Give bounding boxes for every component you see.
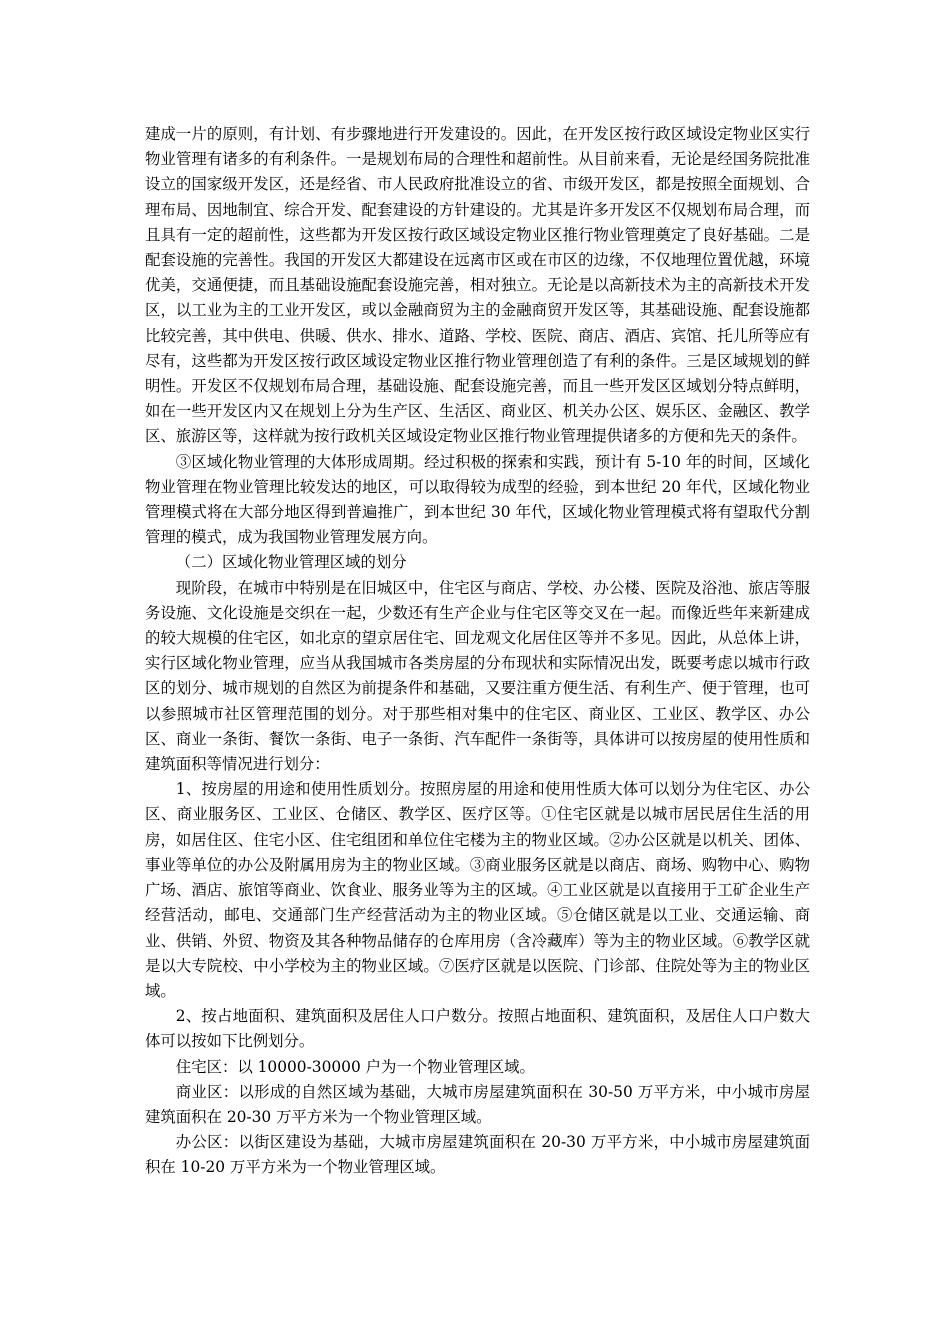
- paragraph-office: 办公区：以街区建设为基础，大城市房屋建筑面积在 20-30 万平方米，中小城市房屋建筑面积在 10-20 万平方米为一个物业管理区域。: [145, 1133, 810, 1177]
- paragraph-residential: 住宅区：以 10000-30000 户为一个物业管理区域。: [175, 1057, 535, 1076]
- section-heading: （二）区域化物业管理区域的划分: [175, 553, 407, 572]
- paragraph-formation-period: ③区域化物业管理的大体形成周期。经过积极的探索和实践，预计有 5-10 年的时间，区域化物业管理在物业管理比较发达的地区，可以取得较为成型的经验，到本世纪 20 年代，区域化物业管理模式将在大部分地区得到普遍推广，到本世纪 30 年代，区域化物业管理模式将有望取代分割管理的模式，成为我国物业管理发展方向。: [145, 452, 810, 547]
- paragraph-commercial: 商业区：以形成的自然区域为基础，大城市房屋建筑面积在 30-50 万平方米，中小城市房屋建筑面积在 20-30 万平方米为一个物业管理区域。: [145, 1082, 810, 1126]
- paragraph-development-zone: 建成一片的原则，有计划、有步骤地进行开发建设的。因此，在开发区按行政区域设定物业区实行物业管理有诸多的有利条件。一是规划布局的合理性和超前性。从目前来看，无论是经国务院批准设立的国家级开发区，还是经省、市人民政府批准设立的省、市级开发区，都是按照全面规划、合理布局、因地制宜、综合开发、配套建设的方针建设的。尤其是许多开发区不仅规划布局合理，而且具有一定的超前性，这些都为开发区按行政区域设定物业区推行物业管理奠定了良好基础。二是配套设施的完善性。我国的开发区大都建设在远离市区或在市区的边缘，不仅地理位置优越，环境优美，交通便捷，而且基础设施配套设施完善，相对独立。无论是以高新技术为主的高新技术开发区，以工业为主的工业开发区，或以金融商贸为主的金融商贸开发区等，其基础设施、配套设施都比较完善，其中供电、供暖、供水、排水、道路、学校、医院、商店、酒店、宾馆、托儿所等应有尽有，这些都为开发区按行政区域设定物业区推行物业管理创造了有利的条件。三是区域规划的鲜明性。开发区不仅规划布局合理，基础设施、配套设施完善，而且一些开发区区域划分特点鲜明，如在一些开发区内又在规划上分为生产区、生活区、商业区、机关办公区、娱乐区、金融区、教学区、旅游区等，这样就为按行政机关区域设定物业区推行物业管理提供诸多的方便和先天的条件。: [145, 125, 810, 446]
- paragraph-current-stage: 现阶段，在城市中特别是在旧城区中，住宅区与商店、学校、办公楼、医院及浴池、旅店等服务设施、文化设施是交织在一起，少数还有生产企业与住宅区等交叉在一起。而像近些年来新建成的较大规模的住宅区，如北京的望京居住宅、回龙观文化居住区等并不多见。因此，从总体上讲，实行区域化物业管理，应当从我国城市各类房屋的分布现状和实际情况出发，既要考虑以城市行政区的划分、城市规划的自然区为前提条件和基础，又要注重方便生活、有利生产、便于管理，也可以参照城市社区管理范围的划分。对于那些相对集中的住宅区、商业区、工业区、教学区、办公区、商业一条街、餐饮一条街、电子一条街、汽车配件一条街等，具体讲可以按房屋的使用性质和建筑面积等情况进行划分：: [145, 578, 810, 774]
- paragraph-by-area: 2、按占地面积、建筑面积及居住人口户数分。按照占地面积、建筑面积，及居住人口户数大体可以按如下比例划分。: [145, 1007, 810, 1051]
- paragraph-by-usage: 1、按房屋的用途和使用性质划分。按照房屋的用途和使用性质大体可以划分为住宅区、办公区、商业服务区、工业区、仓储区、教学区、医疗区等。①住宅区就是以城市居民居住生活的用房，如居住区、住宅小区、住宅组团和单位住宅楼为主的物业区域。②办公区就是以机关、团体、事业等单位的办公及附属用房为主的物业区域。③商业服务区就是以商店、商场、购物中心、购物广场、酒店、旅馆等商业、饮食业、服务业等为主的区域。④工业区就是以直接用于工矿企业生产经营活动，邮电、交通部门生产经营活动为主的物业区域。⑤仓储区就是以工业、交通运输、商业、供销、外贸、物资及其各种物品储存的仓库用房（含冷藏库）等为主的物业区域。⑥教学区就是以大专院校、中小学校为主的物业区域。⑦医疗区就是以医院、门诊部、住院处等为主的物业区域。: [145, 780, 810, 1000]
- document-body: [145, 122, 810, 1181]
